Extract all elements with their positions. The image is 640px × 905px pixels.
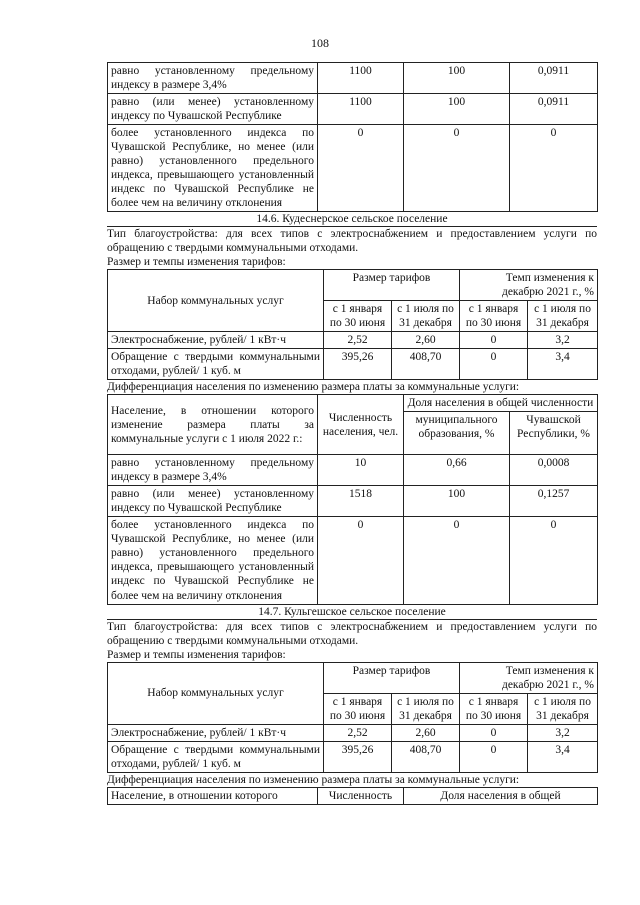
jan-header: с 1 января по 30 июня: [324, 693, 392, 724]
tariff-jan: 395,26: [324, 741, 392, 772]
population-table: [107, 394, 598, 604]
tariff-jul: 2,60: [392, 724, 460, 741]
section-title: 14.7. Кульгешское сельское поселение: [107, 605, 597, 620]
population-count: 1100: [318, 63, 404, 94]
jan-header: с 1 января по 30 июня: [324, 301, 392, 332]
republic-share: 0: [510, 125, 598, 212]
tariff-jan: 395,26: [324, 349, 392, 380]
jul-header: с 1 июля по 31 декабря: [528, 693, 598, 724]
tariff-jan: 2,52: [324, 724, 392, 741]
population-table: [107, 787, 598, 805]
diff-title: Дифференциация населения по изменению размера платы за коммунальные услуги:: [107, 381, 520, 394]
share-header: Доля населения в общей численности: [404, 395, 598, 412]
republic-share: 0,0008: [510, 455, 598, 486]
tariff-title: Размер и темпы изменения тарифов:: [107, 256, 286, 269]
size-header: Размер тарифов: [324, 662, 460, 693]
tariff-jan: 2,52: [324, 332, 392, 349]
jul-header: с 1 июля по 31 декабря: [528, 301, 598, 332]
municipal-share: 0,66: [404, 455, 510, 486]
republic-share: 0,1257: [510, 486, 598, 517]
municipal-header: муниципального образования, %: [404, 412, 510, 455]
table-row: [108, 486, 598, 517]
jan-header: с 1 января по 30 июня: [460, 693, 528, 724]
services-header: Набор коммунальных услуг: [108, 270, 324, 332]
population-label: равно (или менее) установленному индексу по Чувашской Республике: [108, 486, 318, 517]
document-page: [107, 36, 597, 805]
rate-jul: 3,4: [528, 741, 598, 772]
service-name: Электроснабжение, рублей/ 1 кВт·ч: [108, 332, 324, 349]
rate-jan: 0: [460, 741, 528, 772]
tariff-title: Размер и темпы изменения тарифов:: [107, 648, 286, 661]
rate-jul: 3,2: [528, 724, 598, 741]
population-label: более установленного индекса по Чувашской Республике, но менее (или равно) установленного предельного индекса, превышающего установленный индекс по Чувашской Республике не более чем на величину отклонения: [108, 125, 318, 212]
rate-jan: 0: [460, 349, 528, 380]
rate-jan: 0: [460, 332, 528, 349]
size-header: Размер тарифов: [324, 270, 460, 301]
jul-header: с 1 июля по 31 декабря: [392, 301, 460, 332]
population-header: Население, в отношении которого: [108, 787, 318, 804]
population-label: равно (или менее) установленному индексу по Чувашской Республике: [108, 94, 318, 125]
section-title: 14.6. Кудеснерское сельское поселение: [107, 212, 597, 227]
jul-header: с 1 июля по 31 декабря: [392, 693, 460, 724]
rate-header: Темп изменения к декабрю 2021 г., %: [460, 662, 598, 693]
republic-header: Чувашской Республики, %: [510, 412, 598, 455]
rate-header: Темп изменения к декабрю 2021 г., %: [460, 270, 598, 301]
table-row: [108, 517, 598, 604]
services-header: Набор коммунальных услуг: [108, 662, 324, 724]
service-name: Электроснабжение, рублей/ 1 кВт·ч: [108, 724, 324, 741]
table-row: [108, 724, 598, 741]
population-count: 10: [318, 455, 404, 486]
service-name: Обращение с твердыми коммунальными отходами, рублей/ 1 куб. м: [108, 349, 324, 380]
republic-share: 0,0911: [510, 94, 598, 125]
municipal-share: 0: [404, 517, 510, 604]
rate-jan: 0: [460, 724, 528, 741]
table-row: [108, 94, 598, 125]
count-header: Численность населения, чел.: [318, 395, 404, 455]
population-count: 1100: [318, 94, 404, 125]
tariff-jul: 408,70: [392, 349, 460, 380]
rate-jul: 3,4: [528, 349, 598, 380]
population-label: равно установленному предельному индексу в размере 3,4%: [108, 63, 318, 94]
municipal-share: 100: [404, 94, 510, 125]
republic-share: 0,0911: [510, 63, 598, 94]
table-row: [108, 332, 598, 349]
population-table-continued: [107, 62, 598, 212]
municipal-share: 100: [404, 486, 510, 517]
rate-jul: 3,2: [528, 332, 598, 349]
tariff-table: [107, 269, 598, 380]
republic-share: 0: [510, 517, 598, 604]
population-count: 0: [318, 125, 404, 212]
population-count: 1518: [318, 486, 404, 517]
municipal-share: 0: [404, 125, 510, 212]
municipal-share: 100: [404, 63, 510, 94]
share-header: Доля населения в общей: [404, 787, 598, 804]
section-type-text: Тип благоустройства: для всех типов с электроснабжением и предоставлением услуги по обращению с твердыми коммунальными отходами.: [107, 620, 597, 647]
table-row: [108, 63, 598, 94]
section-type-text: Тип благоустройства: для всех типов с электроснабжением и предоставлением услуги по обращению с твердыми коммунальными отходами.: [107, 228, 597, 255]
population-label: равно установленному предельному индексу в размере 3,4%: [108, 455, 318, 486]
population-label: более установленного индекса по Чувашской Республике, но менее (или равно) установленного предельного индекса, превышающего установленный индекс по Чувашской Республике не более чем на величину отклонения: [108, 517, 318, 604]
tariff-jul: 2,60: [392, 332, 460, 349]
population-header: Население, в отношении которого изменение размера платы за коммунальные услуги с 1 июля 2022 г.:: [108, 395, 318, 455]
page-number: 108: [311, 36, 329, 50]
jan-header: с 1 января по 30 июня: [460, 301, 528, 332]
service-name: Обращение с твердыми коммунальными отходами, рублей/ 1 куб. м: [108, 741, 324, 772]
table-row: [108, 125, 598, 212]
tariff-table: [107, 662, 598, 773]
tariff-jul: 408,70: [392, 741, 460, 772]
table-row: [108, 349, 598, 380]
population-count: 0: [318, 517, 404, 604]
diff-title: Дифференциация населения по изменению размера платы за коммунальные услуги:: [107, 773, 520, 786]
count-header: Численность: [318, 787, 404, 804]
table-row: [108, 741, 598, 772]
table-row: [108, 455, 598, 486]
